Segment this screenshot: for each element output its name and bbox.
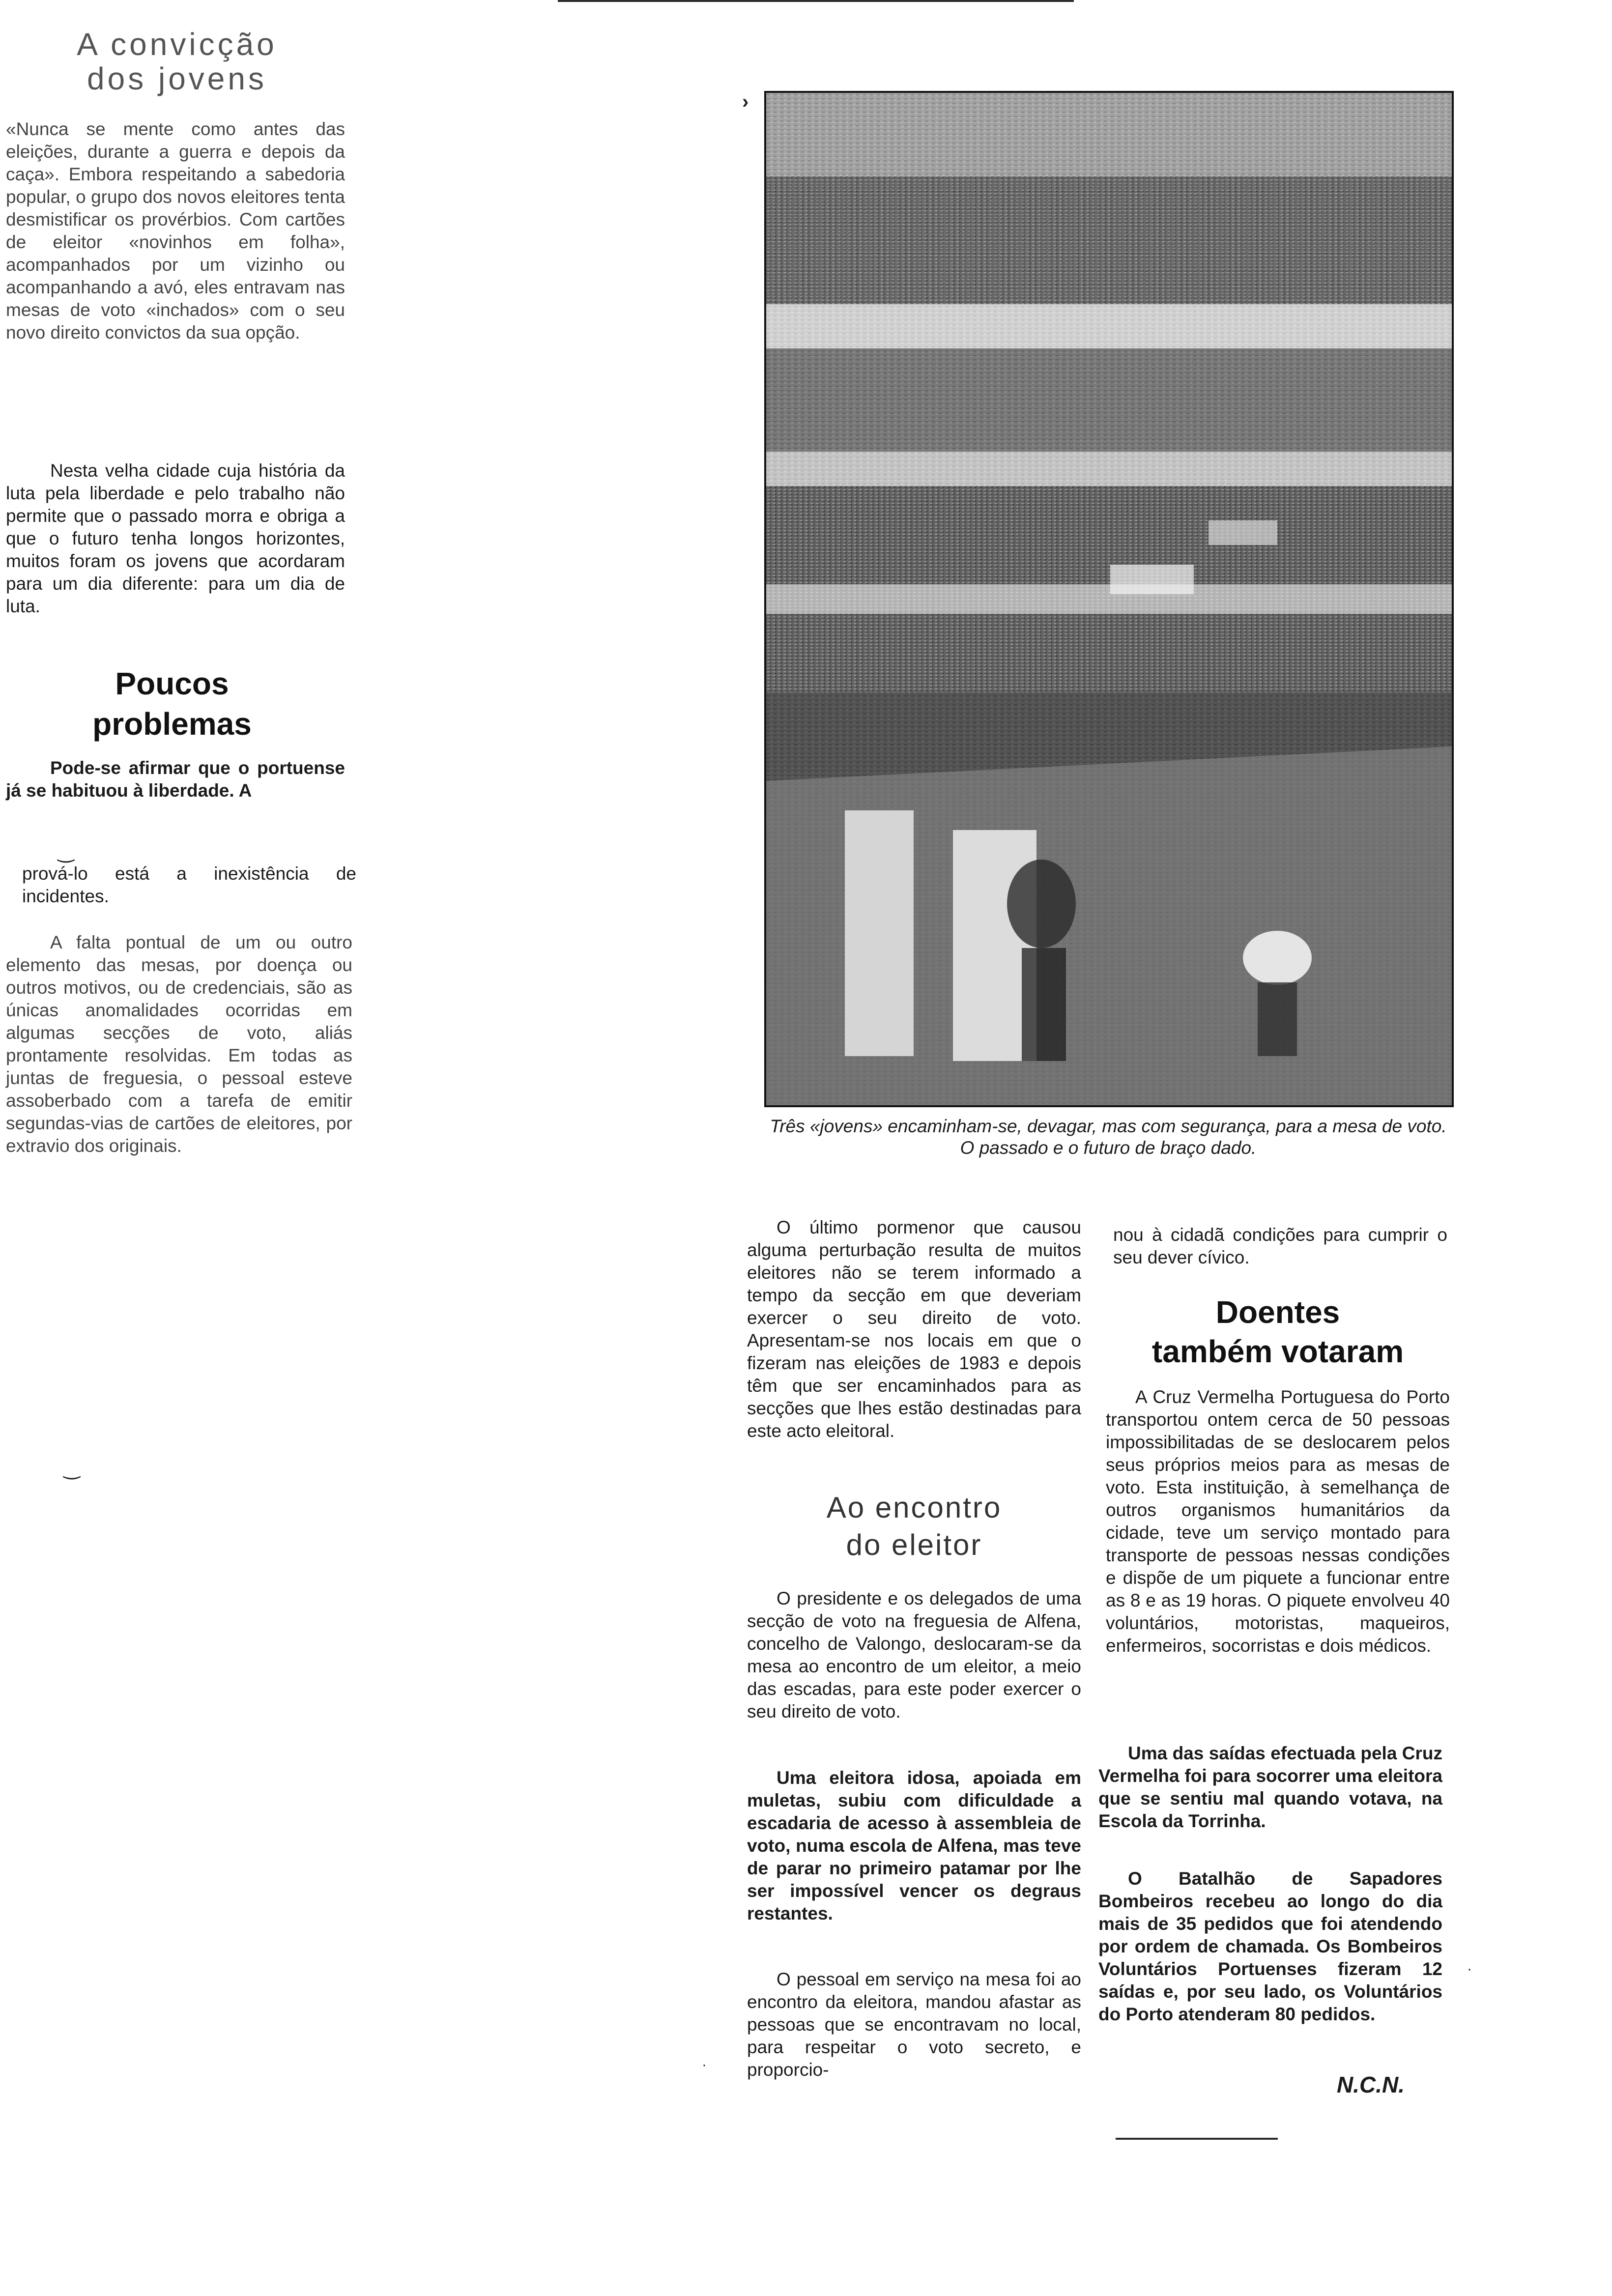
right-paragraph-3-text: Uma das saídas efectuada pela Cruz Vermelha foi para socorrer uma eleitora que se sentiu mal quando votava, na Escola da Torrinha. [1098, 1743, 1442, 1831]
right-paragraph-3 [1098, 1742, 1442, 1833]
right-paragraph-2 [1106, 1386, 1450, 1657]
author-signature-text: N.C.N. [1337, 2072, 1405, 2097]
scan-mark-3: › [742, 91, 749, 113]
middle-paragraph-4 [747, 1968, 1081, 2081]
intro-paragraph-text: «Nunca se mente como antes das eleições, durante a guerra e depois da caça». Embora respeitando a sabedoria popular, o grupo dos novos eleitores tenta desmistificar os provérbios. Com cartões de eleitor «novinhos em folha», acompanhados por um vizinho ou acompanhando a avó, eles entravam nas mesas de voto «inchados» com o seu novo direito convictos da sua opção. [6, 119, 345, 343]
left-title [29, 27, 324, 96]
middle-paragraph-2-text: O presidente e os delegados de uma secção de voto na freguesia de Alfena, concelho de Valongo, deslocaram-se da mesa ao encontro de um eleitor, a meio das escadas, para este poder exercer o seu direito de voto. [747, 1588, 1081, 1722]
subhead-poucos-line-2: problemas [92, 706, 252, 742]
subhead-poucos-line-1: Poucos [115, 666, 229, 701]
subhead-ao-encontro [767, 1489, 1062, 1564]
right-paragraph-2-text: A Cruz Vermelha Portuguesa do Porto transportou ontem cerca de 50 pessoas impossibilitadas de se deslocarem pelos seus próprios meios para as mesas de voto. Esta instituição, à semelhança de outros organismos humanitários da cidade, teve um serviço montado para transporte de pessoas nessas condições e dispõe de um piquete a funcionar entre as 8 e as 19 horas. O piquete envolveu 40 voluntários, motoristas, maqueiros, enfermeiros, socorristas e dois médicos. [1106, 1387, 1450, 1656]
scan-mark-2: ‿ [64, 1458, 80, 1479]
middle-paragraph-1 [747, 1216, 1081, 1442]
problems-paragraph-3-text: A falta pontual de um ou outro elemento das mesas, por doença ou outros motivos, ou de credenciais, são as únicas anomalidades ocorridas em algumas secções de voto, aliás prontamente resolvidas. Em todas as juntas de freguesia, o pessoal esteve assoberbado com a tarefa de emitir segundas-vias de cartões de eleitores, por extravio dos originais. [6, 932, 352, 1156]
photo-three-voters [764, 91, 1454, 1107]
middle-paragraph-4-text: O pessoal em serviço na mesa foi ao encontro da eleitora, mandou afastar as pessoas que se encontravam no local, para respeitar o voto secreto, e proporcio- [747, 1969, 1081, 2080]
scan-mark-4: · [1467, 1961, 1472, 1977]
middle-paragraph-1-text: O último pormenor que causou alguma perturbação resulta de muitos eleitores não se terem informado a tempo da secção em que deveriam exercer o seu direito de voto. Apresentam-se nos locais em que o fizeram nas eleições de 1983 e depois têm que ser encaminhados para as secções que lhes estão destinadas para este acto eleitoral. [747, 1217, 1081, 1441]
city-paragraph-text: Nesta velha cidade cuja história da luta pela liberdade e pelo trabalho não permite que o passado morra e obriga a que o futuro tenha longos horizontes, muitos foram os jovens que acordaram para um dia diferente: para um dia de luta. [6, 460, 345, 616]
subhead-doentes [1106, 1292, 1450, 1371]
problems-paragraph-1 [6, 757, 345, 802]
right-paragraph-1-text: nou à cidadã condições para cumprir o seu dever cívico. [1113, 1225, 1447, 1267]
photo-caption [767, 1116, 1450, 1159]
subhead-doentes-line-1: Doentes [1215, 1294, 1340, 1330]
scan-mark-5: · [702, 2057, 707, 2073]
photo-image [766, 93, 1452, 1105]
city-paragraph [6, 459, 345, 618]
middle-paragraph-3-text: Uma eleitora idosa, apoiada em muletas, subiu com dificuldade a escadaria de acesso à assembleia de voto, numa escola de Alfena, mas teve de parar no primeiro patamar por lhe ser impossível vencer os degraus restantes. [747, 1768, 1081, 1923]
middle-paragraph-3 [747, 1767, 1081, 1925]
problems-paragraph-1-text: Pode-se afirmar que o portuense já se habituou à liberdade. A [6, 758, 345, 801]
middle-paragraph-2 [747, 1587, 1081, 1723]
left-title-line-1: A convicção [77, 27, 277, 62]
author-signature [1337, 2071, 1405, 2098]
problems-paragraph-2 [22, 862, 356, 908]
problems-paragraph-3 [6, 931, 352, 1157]
bottom-rule [1116, 2138, 1278, 2140]
scan-mark: ‿ [58, 841, 74, 862]
subhead-poucos-problemas [34, 663, 310, 744]
problems-paragraph-2-text: prová-lo está a inexistência de incidentes. [22, 863, 356, 906]
subhead-ao-encontro-line-1: Ao encontro [826, 1491, 1002, 1524]
photo-caption-text: Três «jovens» encaminham-se, devagar, mas com segurança, para a mesa de voto. O passado e o futuro de braço dado. [770, 1116, 1447, 1158]
right-paragraph-4-text: O Batalhão de Sapadores Bombeiros recebeu ao longo do dia mais de 35 pedidos que foi atendendo por ordem de chamada. Os Bombeiros Voluntários Portuenses fizeram 12 saídas e, por seu lado, os Voluntários do Porto atenderam 80 pedidos. [1098, 1868, 1442, 2024]
subhead-doentes-line-2: também votaram [1151, 1334, 1404, 1369]
right-paragraph-1 [1113, 1224, 1447, 1269]
right-paragraph-4 [1098, 1867, 1442, 2026]
top-rule [558, 0, 1074, 2]
left-title-line-2: dos jovens [87, 61, 267, 96]
intro-paragraph [6, 118, 345, 344]
subhead-ao-encontro-line-2: do eleitor [846, 1528, 982, 1561]
